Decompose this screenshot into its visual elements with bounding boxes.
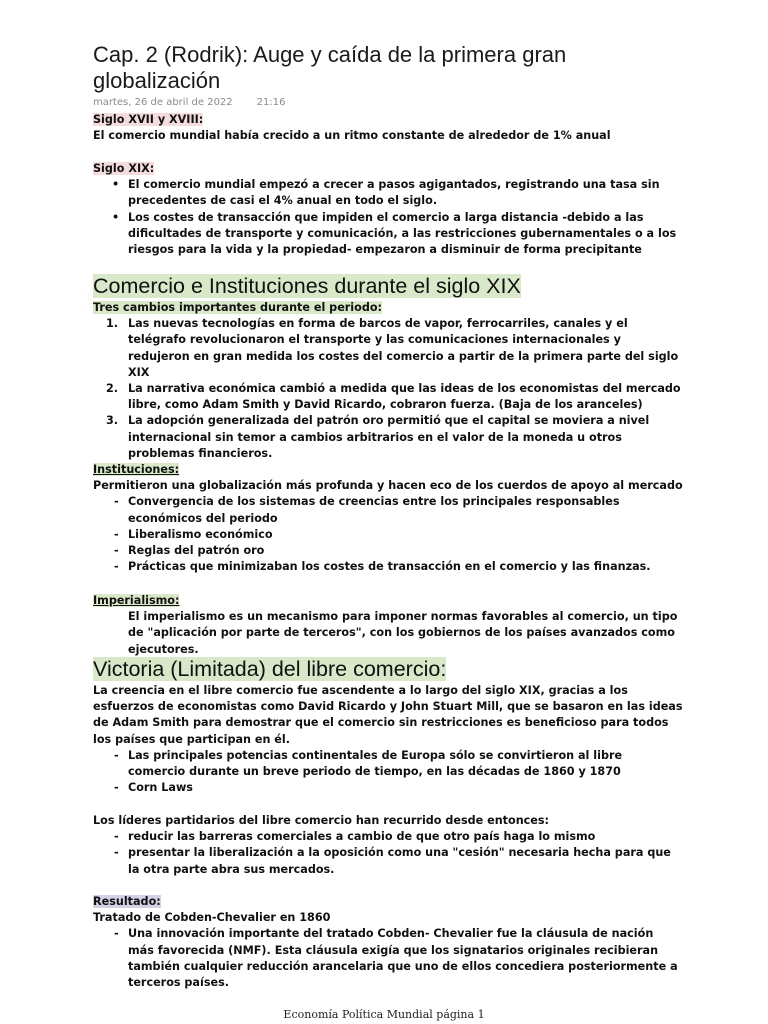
heading-instituciones: Instituciones: (93, 463, 180, 476)
list-item: • Los costes de transacción que impiden el comercio a larga distancia -debido a las dificultades de transporte y comunicación, a las restricciones gubernamentales o a los riesgos para la vida y la propiedad- empezaron a disminuir de forma precipitante (112, 210, 677, 257)
instituciones-intro: Permitieron una globalización más profunda y hacen eco de los cuerdos de apoyo al mercado (93, 479, 683, 493)
cambios-list (93, 316, 683, 462)
bullet-marker: • (112, 178, 120, 192)
heading-comercio-instituciones: Comercio e Instituciones durante el siglo XIX (93, 274, 521, 298)
section-instituciones (93, 462, 683, 575)
heading-lideres: Los líderes partidarios del libre comercio han recurrido desde entonces: (93, 814, 550, 827)
section-lideres (93, 813, 683, 878)
page-footer: Economía Política Mundial página 1 (283, 1008, 485, 1021)
heading-siglo-xix: Siglo XIX: (93, 162, 155, 175)
note-timestamp (93, 97, 285, 108)
list-item: - Una innovación importante del tratado Cobden- Chevalier fue la cláusula de nación más favorecida (NMF). Esta cláusula exigía que los signatarios originales recibieran también cualquier reducción arancelaria que uno de ellos concediera posteriormente a terceros países. (114, 927, 678, 990)
note-time: 21:16 (256, 97, 286, 108)
list-item: - Convergencia de los sistemas de creencias entre los principales responsables económicos del periodo (114, 495, 620, 525)
section-siglo-xix (93, 161, 683, 258)
instituciones-list (93, 494, 683, 575)
list-item: - Las principales potencias continentales de Europa sólo se convirtieron al libre comercio durante un breve periodo de tiempo, en las décadas de 1860 y 1870 (114, 748, 623, 779)
list-item: 2. La narrativa económica cambió a medida que las ideas de los economistas del mercado libre, como Adam Smith y David Ricardo, cobraron fuerza. (Baja de los aranceles) (106, 382, 681, 412)
heading-resultado: Resultado: (93, 895, 161, 908)
list-item: - Prácticas que minimizaban los costes de transacción en el comercio y las finanzas. (114, 560, 651, 574)
list-item: - reducir las barreras comerciales a cambio de que otro país haga lo mismo (114, 830, 596, 844)
page-title: Cap. 2 (Rodrik): Auge y caída de la primera gran globalización (93, 42, 567, 93)
note-date: martes, 26 de abril de 2022 (93, 97, 233, 108)
section-resultado (93, 894, 683, 991)
list-item: 3. La adopción generalizada del patrón oro permitió que el capital se moviera a nivel internacional sin temor a cambios arbitrarios en el valor de la moneda u otros problemas financieros. (106, 414, 650, 460)
heading-imperialismo: Imperialismo: (93, 594, 180, 607)
bullet-marker: • (112, 210, 120, 224)
imperialismo-text: El imperialismo es un mecanismo para imponer normas favorables al comercio, un tipo de "aplicación por parte de terceros", con los gobiernos de los países avanzados como ejecutores. (128, 610, 678, 656)
heading-victoria: Victoria (Limitada) del libre comercio: (93, 657, 447, 681)
paragraph-siglo-xvii: El comercio mundial había crecido a un ritmo constante de alrededor de 1% anual (93, 129, 611, 143)
section-siglo-xvii (93, 112, 683, 144)
list-item: - presentar la liberalización a la oposición como una "cesión" necesaria hecha para que la otra parte abra sus mercados. (114, 846, 671, 876)
resultado-list (93, 926, 683, 991)
section-imperialismo (93, 593, 683, 658)
list-item: • El comercio mundial empezó a crecer a pasos agigantados, registrando una tasa sin precedentes de casi el 4% anual en todo el siglo. (112, 178, 660, 208)
siglo-xix-list (93, 177, 683, 258)
lideres-list (93, 829, 683, 878)
heading-siglo-xvii: Siglo XVII y XVIII: (93, 113, 204, 126)
list-item: - Reglas del patrón oro (114, 544, 265, 558)
victoria-text: La creencia en el libre comercio fue ascendente a lo largo del siglo XIX, gracias a los esfuerzos de economistas como David Ricardo y John Stuart Mill, que se basaron en las ideas de Adam Smith para demostrar que el comercio sin restricciones es beneficioso para todos los países que participan en él. (93, 684, 683, 746)
heading-cambios: Tres cambios importantes durante el periodo: (93, 301, 382, 314)
list-item: - Liberalismo económico (114, 527, 273, 541)
resultado-sub: Tratado de Cobden-Chevalier en 1860 (93, 911, 331, 925)
section-victoria (93, 683, 683, 796)
section-cambios (93, 300, 683, 462)
list-item: - Corn Laws (114, 781, 193, 795)
list-item: 1. Las nuevas tecnologías en forma de barcos de vapor, ferrocarriles, canales y el telégrafo revolucionaron el transporte y las comunicaciones internacionales y redujeron en gran medida los costes del comercio a partir de la primera parte del siglo XIX (106, 317, 679, 379)
victoria-list (93, 748, 683, 797)
